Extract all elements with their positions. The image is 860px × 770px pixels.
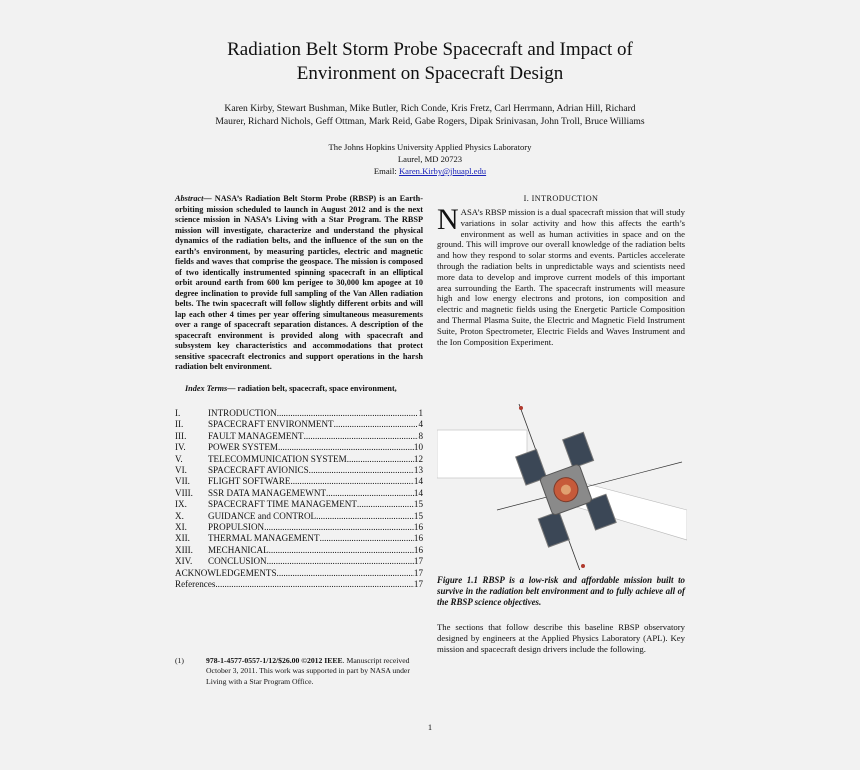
toc-page: 10 (413, 442, 423, 453)
author-list (170, 102, 690, 128)
toc-title: SPACECRAFT TIME MANAGEMENT (208, 499, 357, 510)
title-line-2: Environment on Spacecraft Design (296, 63, 564, 84)
affiliation-line-1: The Johns Hopkins University Applied Physics Laboratory (328, 142, 532, 152)
toc-entry[interactable] (175, 465, 423, 476)
toc-page: 1 (418, 408, 423, 418)
toc-page: 17 (413, 567, 423, 578)
toc-title: TELECOMMUNICATION SYSTEM (208, 453, 347, 464)
affiliation-line-2: Laurel, MD 20723 (397, 154, 463, 164)
title-line-1: Radiation Belt Storm Probe Spacecraft and Impact of (227, 39, 633, 60)
index-terms-label: Index Terms (185, 383, 228, 393)
table-of-contents (175, 408, 423, 591)
toc-leader-dots (277, 568, 414, 579)
toc-leader-dots (278, 442, 414, 453)
toc-entry[interactable] (175, 579, 423, 590)
toc-entry[interactable] (175, 442, 423, 453)
toc-title: FLIGHT SOFTWARE (208, 476, 291, 487)
toc-entry[interactable] (175, 488, 423, 499)
toc-leader-dots (290, 476, 413, 487)
boom-tip-top (519, 406, 523, 410)
toc-entry[interactable] (175, 511, 423, 522)
intro-text: ASA’s RBSP mission is a dual spacecraft mission that will study variations in solar activity and how this affects the earth’s environment as well as human activities in space and on the ground. This will improve our overall knowledge of the radiation belts and how they respond to solar storms and events. Particles accelerate through the radiation belts in unpredictable ways and scientists need more data to develop and improve current models of this important area surrounding the Earth. The spacecraft instruments will measure high and low energy electrons and protons, ion composition and electric and magnetic fields using the Energetic Particle Composition and Thermal Plasma Suite, the Electric and Magnetic Field Instrument Suite, Proton Spectrometer, Electric Fields and Waves Instrument and the Ion Composition Experiment. (437, 207, 685, 347)
boom-tip-bottom (581, 564, 585, 568)
toc-title: GUIDANCE and CONTROL (208, 510, 317, 521)
toc-page: 16 (413, 533, 423, 544)
figure-panel-left (437, 430, 527, 478)
toc-title: MECHANICAL (208, 544, 269, 555)
toc-leader-dots (316, 511, 414, 522)
email-line (230, 165, 630, 177)
authors-line-2: Maurer, Richard Nichols, Geff Ottman, Mark Reid, Gabe Rogers, Dipak Srinivasan, John Troll, Bruce Williams (215, 116, 645, 127)
abstract-text: — NASA’s Radiation Belt Storm Probe (RBSP) is an Earth-orbiting mission scheduled to launch in August 2012 and is the next science mission in NASA’s Living with a Star Program. The RBSP mission will investigate, characterize and understand the physical dynamics of the radiation belts, and the influence of the sun on the earth’s environment, by measuring particles, electric and magnetic fields and waves that comprise the geospace. The mission is composed of two identically instrumented spinning spacecraft in an elliptical orbit around earth from 600 km perigee to 30,000 km apogee at 10 degree inclination to provide full sampling of the Van Allen radiation belts. The twin spacecraft will follow slightly different orbits and will lap each other 4 times per year offering simultaneous measurements over a range of spacecraft separation distances. A description of the spacecraft environment is provided along with spacecraft and subsystem key characteristics and accommodations that protect sensitive spacecraft electronics and support operations in the harsh radiation belt environment. (175, 194, 423, 371)
toc-title: THERMAL MANAGEMENT (208, 533, 320, 544)
intro-paragraph (437, 203, 685, 347)
toc-number: III. (175, 430, 187, 441)
toc-page: 17 (413, 556, 423, 567)
toc-page: 16 (413, 522, 423, 533)
toc-number: XII. (175, 533, 190, 544)
toc-page: 13 (413, 465, 423, 476)
abstract-label: Abstract (175, 194, 204, 203)
figure-caption: Figure 1.1 RBSP is a low-risk and affordable mission built to survive in the radiation belt environment and to fully achieve all of the RBSP science objectives. (437, 575, 685, 607)
toc-number: XIII. (175, 544, 193, 555)
toc-title: SSR DATA MANAGEMEWNT (208, 487, 326, 498)
footnote-copyright: 978-1-4577-0557-1/12/$26.00 ©2012 IEEE (206, 656, 343, 665)
toc-entry[interactable] (175, 545, 423, 556)
affiliation (230, 141, 630, 177)
authors-line-1: Karen Kirby, Stewart Bushman, Mike Butler, Rich Conde, Kris Fretz, Carl Herrmann, Adrian Hill, Richard (224, 103, 636, 114)
toc-title: INTRODUCTION (208, 408, 277, 418)
index-terms-text: — radiation belt, spacecraft, space environment, (227, 383, 397, 393)
toc-leader-dots (277, 408, 419, 419)
toc-page: 15 (413, 499, 423, 510)
toc-leader-dots (309, 465, 414, 476)
footnote-text (206, 656, 425, 687)
toc-number: VI. (175, 465, 187, 476)
page-number: 1 (427, 722, 433, 732)
toc-number: VII. (175, 476, 190, 487)
email-label: Email: (373, 166, 399, 176)
toc-title: References (175, 579, 216, 590)
solar-panel-2 (563, 432, 594, 468)
toc-number: I. (175, 408, 181, 418)
toc-title: CONCLUSION (208, 556, 267, 567)
toc-title: ACKNOWLEDGEMENTS (175, 567, 277, 578)
toc-page: 12 (413, 453, 423, 464)
index-terms (175, 384, 423, 393)
footnote-number: (1) (175, 656, 184, 665)
toc-page: 16 (413, 544, 423, 555)
toc-entry[interactable] (175, 556, 423, 567)
toc-entry[interactable] (175, 533, 423, 544)
email-link[interactable]: Karen.Kirby@jhuapl.edu (398, 166, 487, 176)
toc-entry[interactable] (175, 408, 423, 419)
toc-leader-dots (215, 579, 414, 590)
footnote-body: . Manuscript received October 3, 2011. This work was supported in part by NASA under Living with a Star Program Office. (206, 656, 410, 686)
toc-number: XIV. (175, 556, 193, 567)
toc-page: 4 (418, 419, 423, 430)
toc-leader-dots (357, 499, 414, 510)
toc-leader-dots (267, 556, 414, 567)
toc-number: XI. (175, 522, 187, 533)
toc-entry[interactable] (175, 431, 423, 442)
toc-entry[interactable] (175, 419, 423, 430)
toc-entry[interactable] (175, 568, 423, 579)
solar-panel-3 (538, 511, 569, 547)
toc-page: 15 (413, 510, 423, 521)
toc-leader-dots (347, 454, 414, 465)
toc-leader-dots (320, 533, 414, 544)
toc-leader-dots (334, 419, 419, 430)
toc-number: II. (175, 419, 184, 430)
toc-number: V. (175, 453, 183, 464)
toc-leader-dots (269, 545, 414, 556)
toc-number: X. (175, 510, 184, 521)
figure-rbsp-spacecraft (437, 400, 687, 570)
footnote (175, 656, 425, 687)
toc-leader-dots (326, 488, 414, 499)
spacecraft-illustration (437, 400, 687, 570)
toc-title: SPACECRAFT AVIONICS (208, 465, 309, 476)
toc-title: FAULT MANAGEMENT (208, 430, 304, 441)
toc-number: VIII. (175, 487, 193, 498)
toc-leader-dots (304, 431, 419, 442)
sections-paragraph: The sections that follow describe this baseline RBSP observatory designed by engineers at the Applied Physics Laboratory (APL). Key mission and spacecraft design drivers include the following. (437, 622, 685, 654)
abstract (175, 194, 423, 373)
toc-entry[interactable] (175, 476, 423, 487)
toc-number: IX. (175, 499, 187, 510)
toc-page: 14 (413, 487, 423, 498)
left-column (175, 194, 423, 393)
paper-title (130, 38, 730, 86)
toc-page: 8 (418, 430, 423, 441)
toc-page: 17 (413, 579, 423, 590)
toc-entry[interactable] (175, 499, 423, 510)
toc-leader-dots (264, 522, 414, 533)
toc-title: SPACECRAFT ENVIRONMENT (208, 419, 334, 430)
toc-title: POWER SYSTEM (208, 442, 278, 453)
section-heading: I. INTRODUCTION (523, 194, 599, 203)
toc-page: 14 (413, 476, 423, 487)
toc-title: PROPULSION (208, 522, 265, 533)
toc-entry[interactable] (175, 454, 423, 465)
toc-entry[interactable] (175, 522, 423, 533)
right-column (437, 194, 685, 347)
toc-number: IV. (175, 442, 186, 453)
drop-cap: N (437, 203, 459, 236)
